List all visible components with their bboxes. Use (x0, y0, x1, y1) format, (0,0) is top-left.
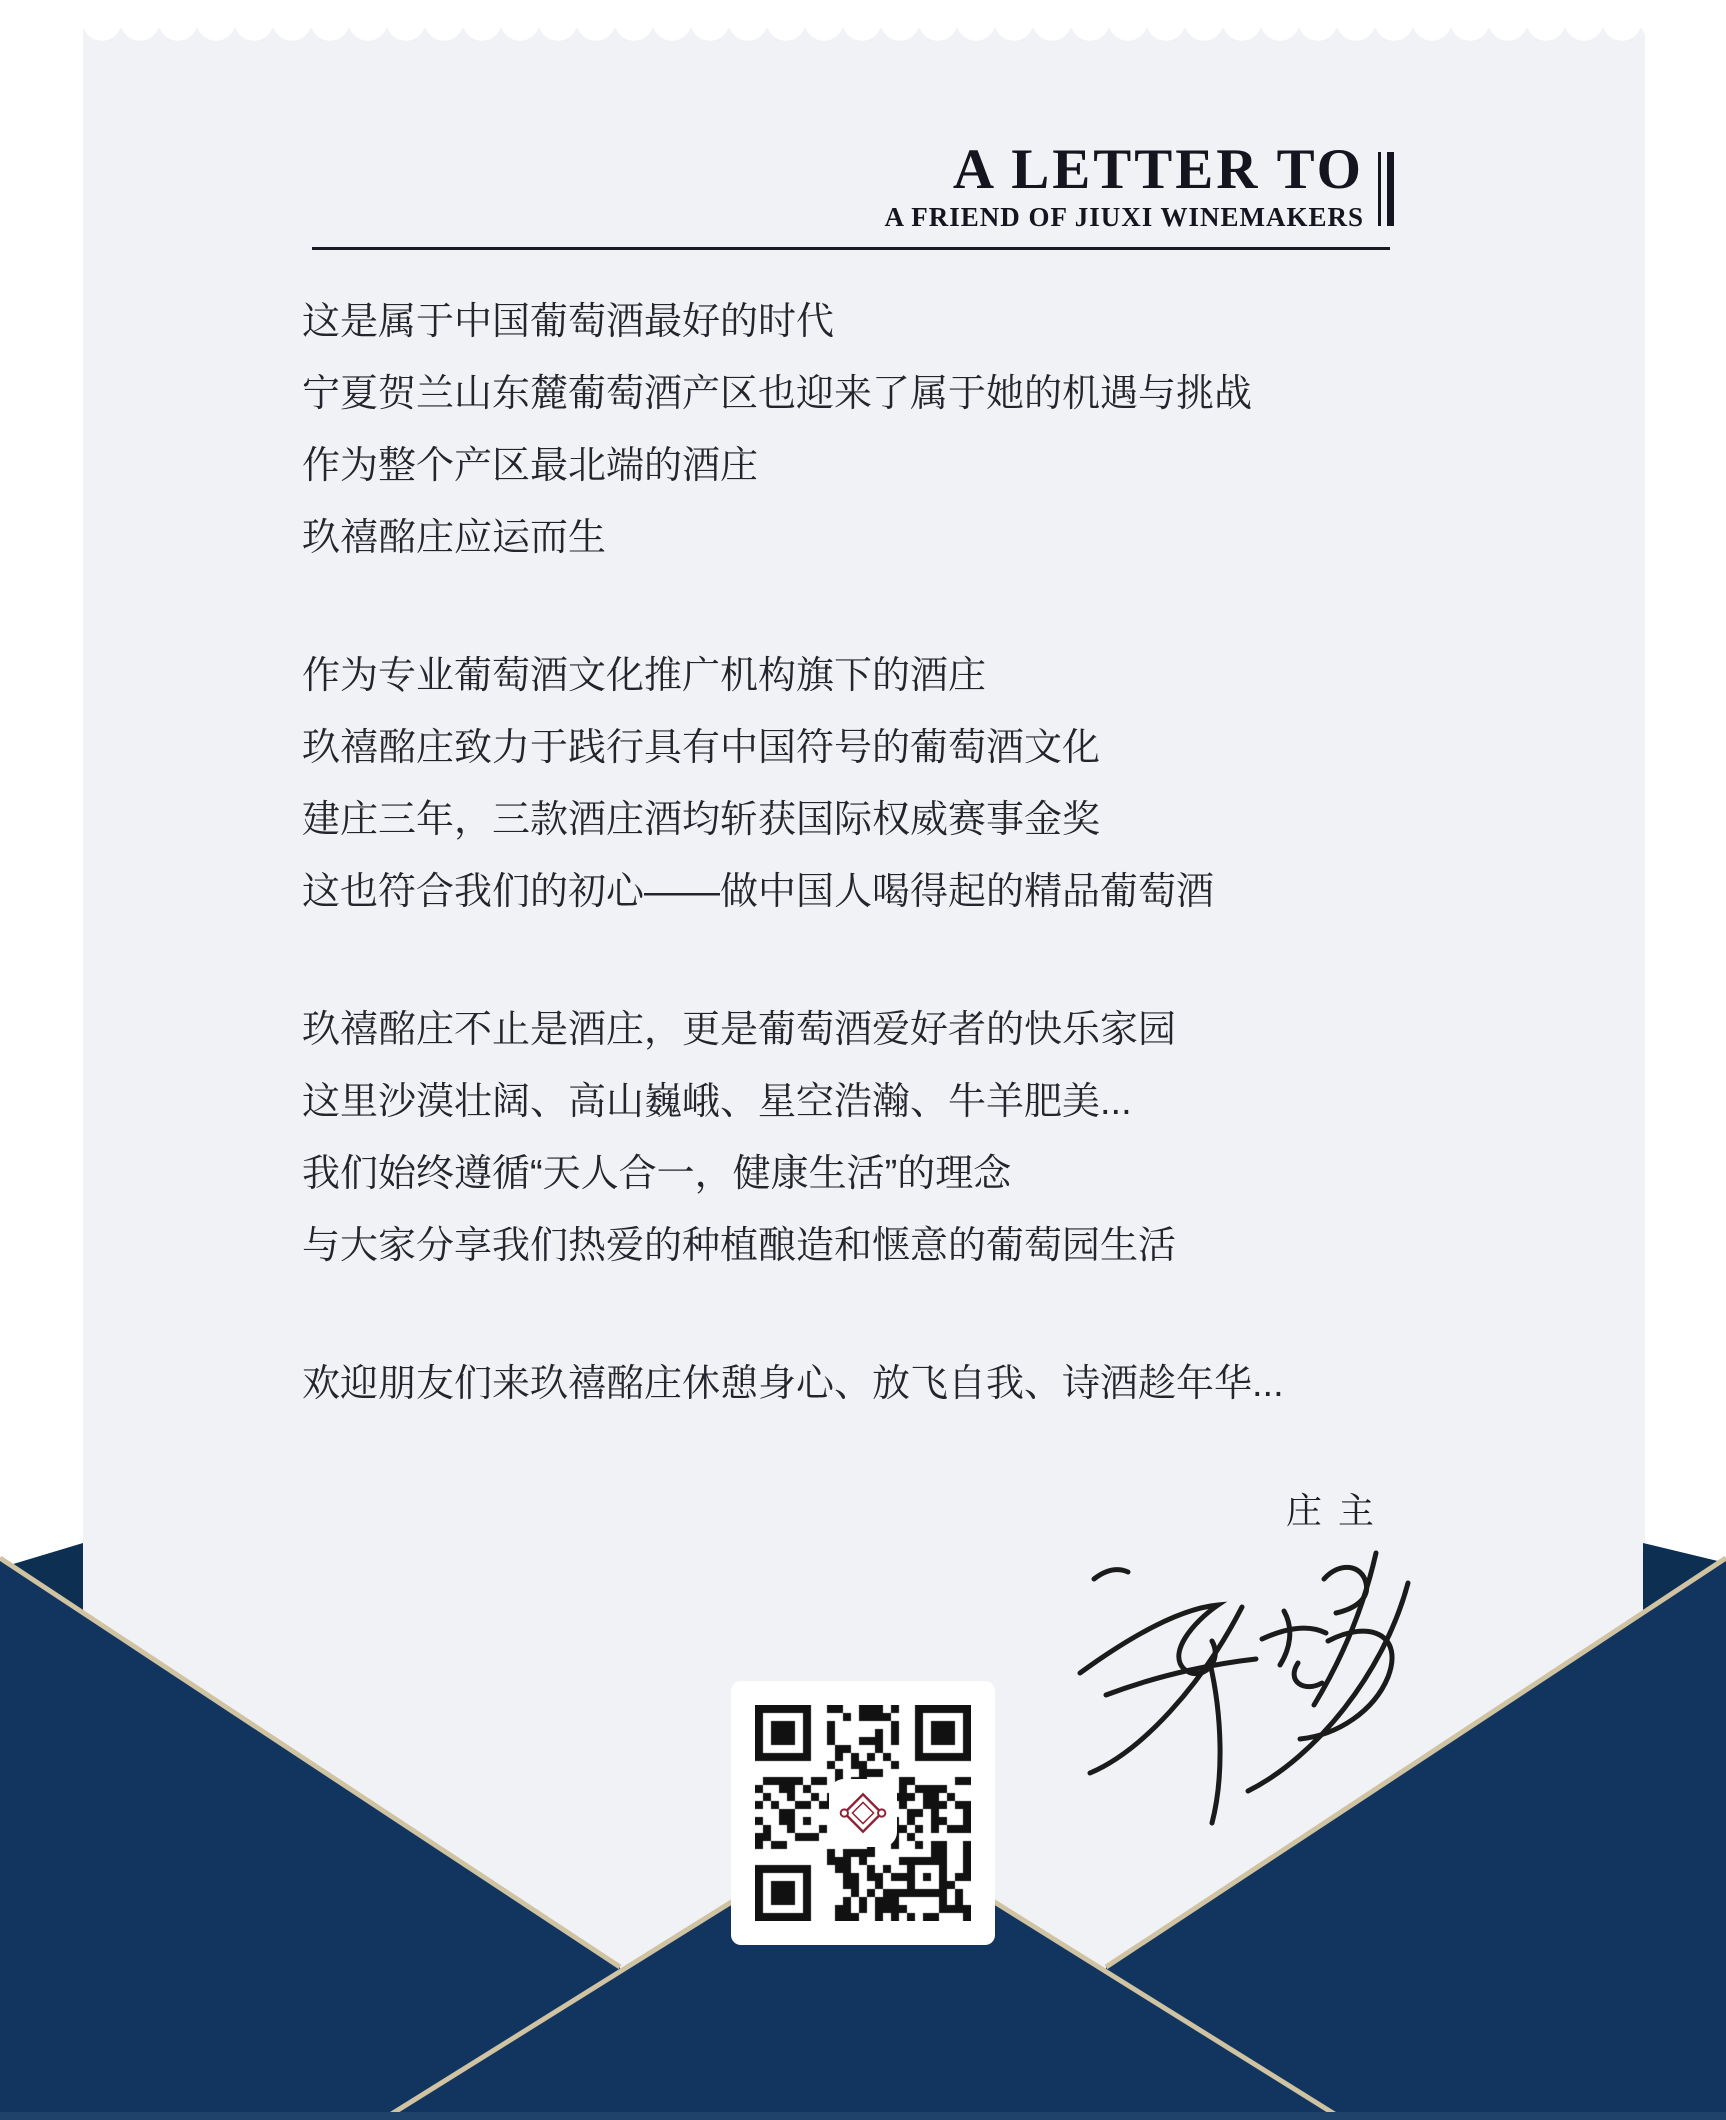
letter-line: 玖禧酩庄不止是酒庄，更是葡萄酒爱好者的快乐家园 (302, 1009, 1177, 1051)
letter-line: 这也符合我们的初心——做中国人喝得起的精品葡萄酒 (302, 871, 1215, 913)
letter-paragraph (302, 1348, 1542, 1420)
header-divider (312, 247, 1390, 250)
diamond-knot-logo (831, 1781, 895, 1845)
letter-line: 玖禧酩庄应运而生 (302, 517, 607, 559)
letter-line: 与大家分享我们热爱的种植酿造和惬意的葡萄园生活 (302, 1225, 1177, 1267)
letter-line: 这里沙漠壮阔、高山巍峨、星空浩瀚、牛羊肥美... (302, 1081, 1132, 1123)
double-bar-ornament (1378, 152, 1394, 226)
page-title: A LETTER TO (952, 138, 1364, 201)
thick-bar (1387, 152, 1394, 226)
letter-header (302, 140, 1364, 232)
page-subtitle: A FRIEND OF JIUXI WINEMAKERS (884, 202, 1364, 232)
owner-label: 庄主 (1285, 1490, 1390, 1531)
letter-body (302, 286, 1542, 1486)
letter-line: 建庄三年，三款酒庄酒均斩获国际权威赛事金奖 (302, 799, 1101, 841)
letter-line: 宁夏贺兰山东麓葡萄酒产区也迎来了属于她的机遇与挑战 (302, 373, 1253, 415)
letter-line: 欢迎朋友们来玖禧酩庄休憩身心、放飞自我、诗酒趁年华... (302, 1363, 1284, 1405)
envelope-back-left (0, 1543, 83, 1720)
letter-line: 作为整个产区最北端的酒庄 (302, 445, 759, 487)
thin-bar (1378, 152, 1381, 226)
letter-paragraph (302, 640, 1542, 928)
letter-line: 作为专业葡萄酒文化推广机构旗下的酒庄 (302, 655, 987, 697)
signature-handwriting (1072, 1545, 1420, 1830)
letter-line: 这是属于中国葡萄酒最好的时代 (302, 301, 835, 343)
qr-code (731, 1681, 995, 1945)
letter-paragraph (302, 994, 1542, 1282)
letter-line: 我们始终遵循“天人合一，健康生活”的理念 (302, 1153, 1012, 1195)
envelope-back-right (1643, 1543, 1726, 1720)
letter-line: 玖禧酩庄致力于践行具有中国符号的葡萄酒文化 (302, 727, 1101, 769)
letter-paragraph (302, 286, 1542, 574)
